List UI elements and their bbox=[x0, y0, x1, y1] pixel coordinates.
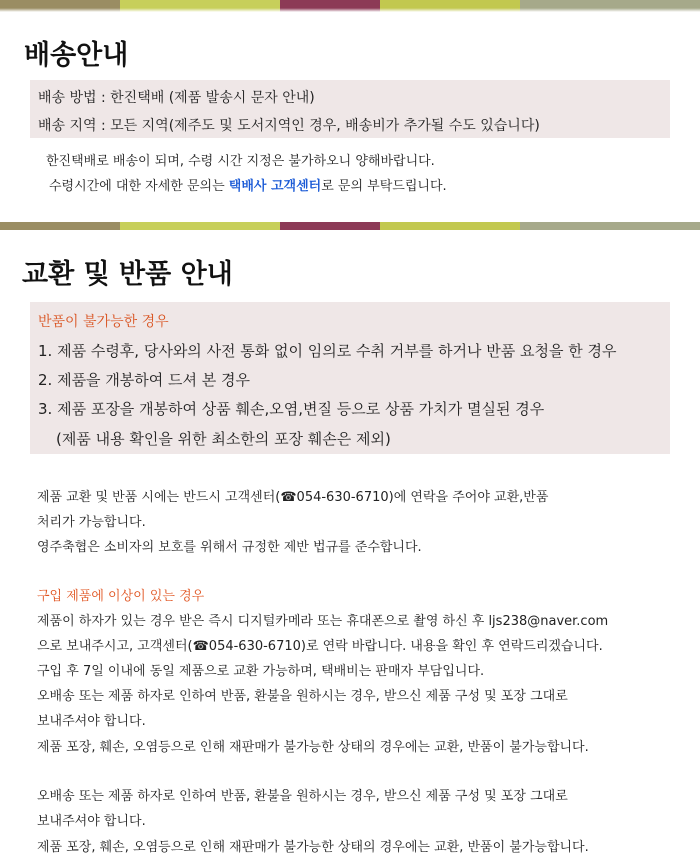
not-returnable-item: 2. 제품을 개봉하여 드셔 본 경우 bbox=[38, 371, 251, 389]
top-color-stripe bbox=[0, 0, 700, 12]
contact-line: 처리가 가능합니다. bbox=[37, 515, 146, 530]
shipping-method: 배송 방법 : 한진택배 (제품 발송시 문자 안내) bbox=[38, 90, 315, 106]
middle-color-stripe bbox=[0, 222, 700, 230]
shipping-note-2-pre: 수령시간에 대한 자세한 문의는 bbox=[49, 179, 229, 194]
shipping-area: 배송 지역 : 모든 지역(제주도 및 도서지역인 경우, 배송비가 추가될 수도 있습니다) bbox=[38, 118, 540, 134]
contact-line: 제품 교환 및 반품 시에는 반드시 고객센터(☎054-630-6710)에 연락을 주어야 교환,반품 bbox=[37, 490, 549, 505]
defect-line: 보내주셔야 합니다. bbox=[37, 714, 146, 729]
shipping-info-box bbox=[30, 80, 670, 138]
shipping-note-2 bbox=[49, 175, 447, 194]
defect-line: 제품이 하자가 있는 경우 받은 즉시 디지털카메라 또는 휴대폰으로 촬영 하신 후 ljs238@naver.com bbox=[37, 614, 609, 629]
defect-line: 구입 후 7일 이내에 동일 제품으로 교환 가능하며, 택배비는 판매자 부담입니다. bbox=[37, 664, 485, 679]
not-returnable-heading: 반품이 불가능한 경우 bbox=[38, 314, 169, 330]
not-returnable-item: 3. 제품 포장을 개봉하여 상품 훼손,오염,변질 등으로 상품 가치가 멸실된 경우 bbox=[38, 400, 545, 418]
shipping-note-1: 한진택배로 배송이 되며, 수령 시간 지정은 불가하오니 양해바랍니다. bbox=[46, 154, 435, 169]
exchange-title: 교환 및 반품 안내 bbox=[22, 259, 233, 290]
repeat-line: 제품 포장, 훼손, 오염등으로 인해 재판매가 불가능한 상태의 경우에는 교환, 반품이 불가능합니다. bbox=[37, 840, 589, 855]
defect-line: 으로 보내주시고, 고객센터(☎054-630-6710)로 연락 바랍니다. 내용을 확인 후 연락드리겠습니다. bbox=[37, 639, 603, 654]
defect-heading: 구입 제품에 이상이 있는 경우 bbox=[37, 589, 205, 604]
courier-customer-center-link[interactable]: 택배사 고객센터 bbox=[228, 179, 322, 194]
repeat-line: 보내주셔야 합니다. bbox=[37, 814, 146, 829]
not-returnable-item: 1. 제품 수령후, 당사와의 사전 통화 없이 임의로 수취 거부를 하거나 반품 요청을 한 경우 bbox=[38, 342, 617, 360]
defect-line: 오배송 또는 제품 하자로 인하여 반품, 환불을 원하시는 경우, 받으신 제품 구성 및 포장 그대로 bbox=[37, 689, 568, 704]
repeat-line: 오배송 또는 제품 하자로 인하여 반품, 환불을 원하시는 경우, 받으신 제품 구성 및 포장 그대로 bbox=[37, 789, 568, 804]
shipping-note-2-post: 로 문의 부탁드립니다. bbox=[321, 179, 447, 194]
defect-line: 제품 포장, 훼손, 오염등으로 인해 재판매가 불가능한 상태의 경우에는 교환, 반품이 불가능합니다. bbox=[37, 740, 589, 755]
not-returnable-box bbox=[30, 302, 670, 454]
not-returnable-item: (제품 내용 확인을 위한 최소한의 포장 훼손은 제외) bbox=[56, 430, 391, 448]
contact-line: 영주축협은 소비자의 보호를 위해서 규정한 제반 법규를 준수합니다. bbox=[37, 540, 422, 555]
shipping-title: 배송안내 bbox=[24, 40, 129, 71]
